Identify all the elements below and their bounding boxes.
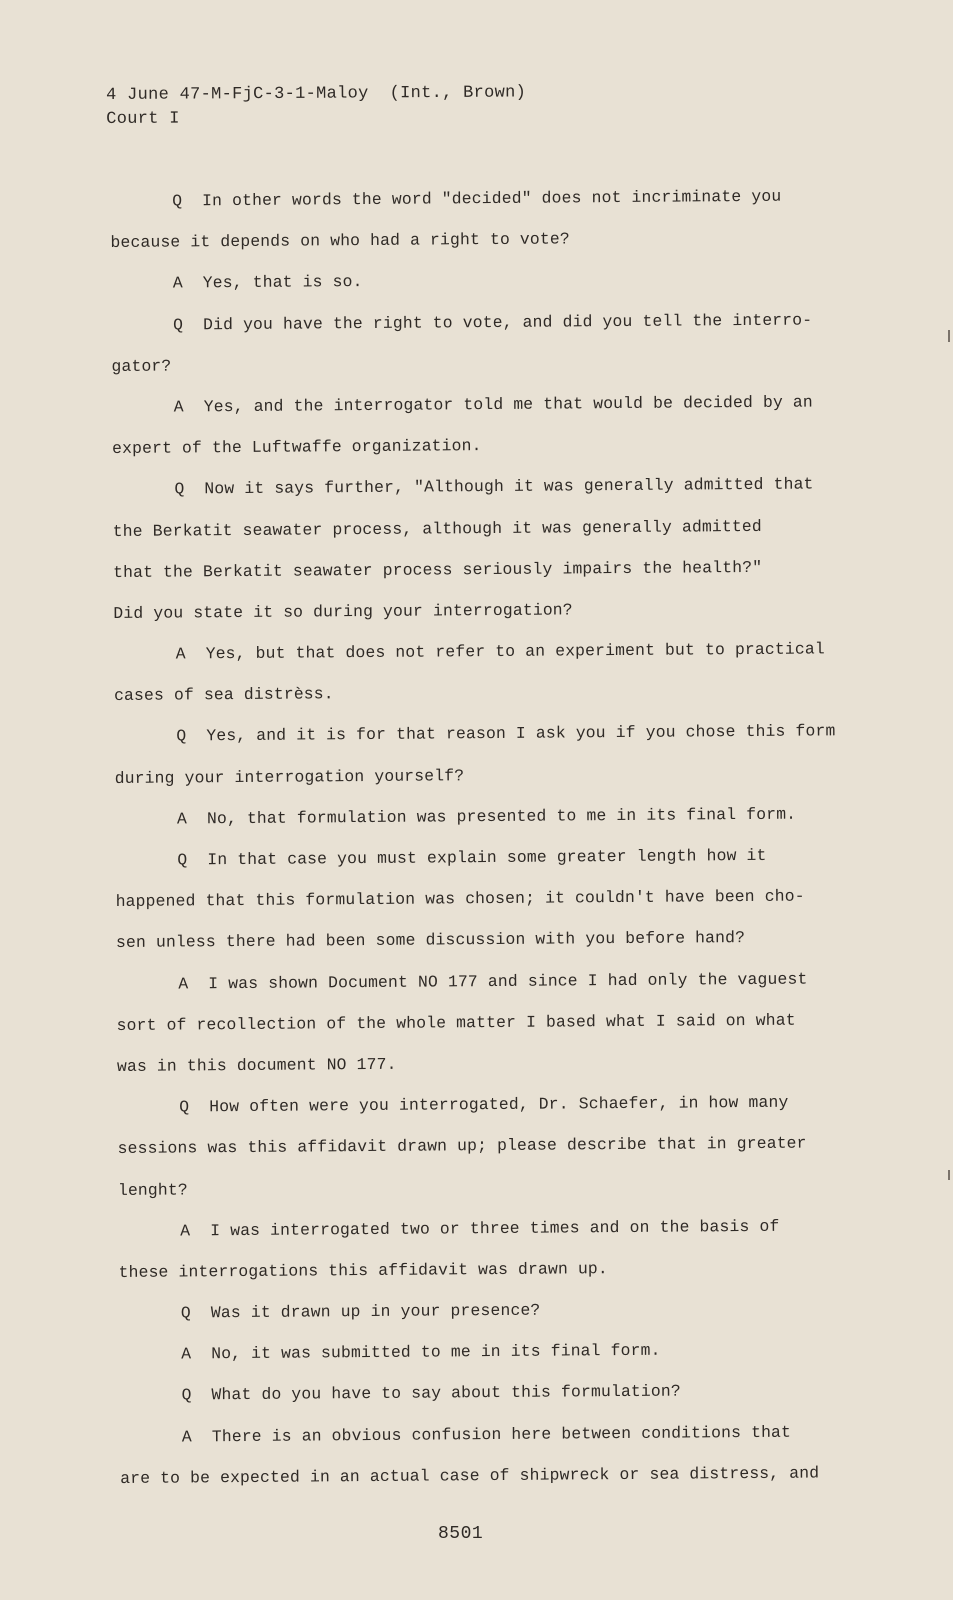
transcript-line: Q What do you have to say about this formulation? xyxy=(181,1381,681,1405)
transcript-line: A I was shown Document NO 177 and since I had only the vaguest xyxy=(178,969,808,994)
transcript-line: are to be expected in an actual case of shipwreck or sea distress, and xyxy=(120,1463,820,1488)
page-number: 8501 xyxy=(438,1524,484,1544)
header-court-line: Court I xyxy=(106,109,180,129)
transcript-line: A I was interrogated two or three times and on the basis of xyxy=(180,1216,780,1241)
transcript-line: lenght? xyxy=(117,1179,188,1200)
transcript-line: Q In other words the word "decided" does not incriminate you xyxy=(172,186,782,211)
transcript-line: that the Berkatit seawater process seriously impairs the health?" xyxy=(112,557,763,582)
transcript-line: Q How often were you interrogated, Dr. Schaefer, in how many xyxy=(179,1092,789,1117)
transcript-line: A There is an obvious confusion here between conditions that xyxy=(181,1422,792,1447)
transcript-line: the Berkatit seawater process, although it was generally admitted xyxy=(112,516,762,541)
transcript-line: expert of the Luftwaffe organization. xyxy=(112,436,482,459)
page-header xyxy=(106,81,526,132)
transcript-line: Q Did you have the right to vote, and did you tell the interro- xyxy=(173,310,813,335)
transcript-line: Q Yes, and it is for that reason I ask you if you chose this form xyxy=(176,721,836,746)
transcript-line: sessions was this affidavit drawn up; please describe that in greater xyxy=(117,1133,807,1159)
transcript-line: A No, it was submitted to me in its final form. xyxy=(181,1340,661,1364)
transcript-line: cases of sea distrèss. xyxy=(113,684,334,706)
transcript-line: happened that this formulation was chosen; it couldn't have been cho- xyxy=(115,886,805,912)
edge-mark xyxy=(948,330,950,342)
transcript-line: A No, that formulation was presented to me in its final form. xyxy=(176,804,797,829)
transcript-line: A Yes, but that does not refer to an experiment but to practical xyxy=(175,639,825,664)
transcript-line: A Yes, and the interrogator told me that would be decided by an xyxy=(173,392,813,417)
transcript-line: sort of recollection of the whole matter I based what I said on what xyxy=(116,1010,796,1035)
transcript-line: Did you state it so during your interrogation? xyxy=(113,600,573,623)
transcript-line: sen unless there had been some discussion with you before hand? xyxy=(115,928,746,953)
transcript-line: gator? xyxy=(111,356,172,376)
header-session-line: 4 June 47-M-FjC-3-1-Maloy (Int., Brown) xyxy=(106,83,527,105)
transcript-body xyxy=(110,175,880,1499)
transcript-line: A Yes, that is so. xyxy=(172,272,363,293)
transcript-line: because it depends on who had a right to vote? xyxy=(110,229,570,253)
transcript-line: these interrogations this affidavit was drawn up. xyxy=(118,1258,608,1282)
transcript-line: was in this document NO 177. xyxy=(116,1054,397,1076)
transcript-line: Q In that case you must explain some greater length how it xyxy=(177,845,767,870)
edge-mark xyxy=(948,1170,950,1180)
transcript-line: during your interrogation yourself? xyxy=(114,765,465,788)
transcript-line: Q Was it drawn up in your presence? xyxy=(180,1300,541,1323)
transcript-line: Q Now it says further, "Although it was generally admitted that xyxy=(174,474,814,499)
